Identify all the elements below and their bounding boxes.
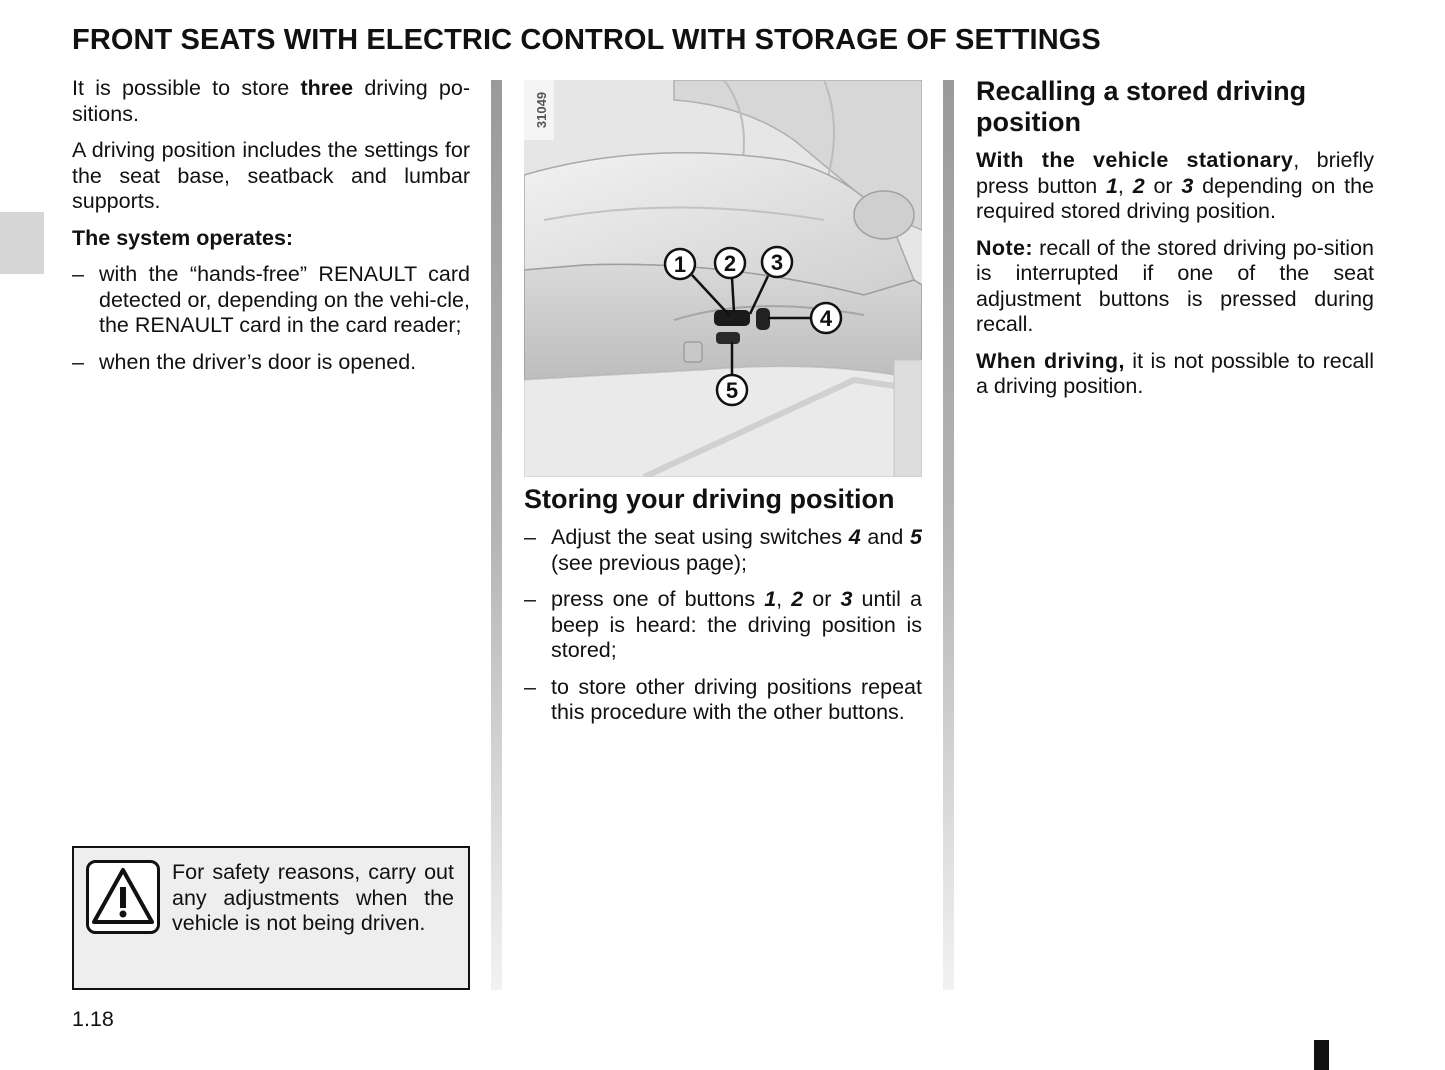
page-number: 1.18: [72, 1007, 114, 1031]
column-left: [72, 76, 470, 386]
column-middle: [524, 484, 922, 737]
operates-list: [72, 262, 470, 375]
list-item: – when the driver’s door is opened.: [72, 350, 470, 376]
list-item: – Adjust the seat using switches 4 and 5 (see previous page);: [524, 525, 922, 576]
settings-paragraph: A driving position includes the settings for the seat base, seatback and lumbar supports.: [72, 138, 470, 213]
svg-text:1: 1: [673, 252, 687, 277]
system-operates-label: The system operates:: [72, 225, 294, 250]
column-divider: [943, 80, 954, 990]
driving-paragraph: When driving, it is not possible to recall a driving position.: [976, 348, 1374, 398]
svg-text:2: 2: [723, 251, 737, 276]
svg-text:3: 3: [770, 250, 784, 275]
callout-5: [717, 375, 747, 405]
warning-text: For safety reasons, carry out any adjustments when the vehicle is not being driven.: [172, 860, 454, 935]
list-item: – to store other driving positions repeat this procedure with the other buttons.: [524, 675, 922, 726]
storing-heading: Storing your driving position: [524, 484, 895, 514]
callout-3: [762, 247, 792, 277]
list-item: – press one of buttons 1, 2 or 3 until a beep is heard: the driving position is stored;: [524, 587, 922, 664]
svg-text:5: 5: [725, 378, 739, 403]
recall-paragraph: With the vehicle stationary, briefly press button 1, 2 or 3 depending on the required stored driving position.: [976, 148, 1374, 223]
list-item: – with the “hands-free” RENAULT card detected or, depending on the vehi-cle, the RENAULT card in the card reader;: [72, 262, 470, 339]
corner-mark: [1314, 1040, 1329, 1070]
note-paragraph: Note: recall of the stored driving po-sition is interrupted if one of the seat adjustment buttons is pressed during recall.: [976, 235, 1374, 336]
warning-triangle-icon: [86, 860, 160, 934]
figure-ref: 31049: [534, 91, 549, 129]
callout-4: [811, 303, 841, 333]
seat-illustration: [524, 80, 922, 477]
callout-2: [715, 248, 745, 278]
intro-bold: three: [300, 76, 354, 100]
seat-drawing: [524, 80, 922, 477]
intro-paragraph: It is possible to store three driving po-sitions.: [72, 76, 471, 126]
svg-text:4: 4: [819, 306, 833, 331]
column-divider: [491, 80, 502, 990]
safety-warning-box: [72, 846, 470, 990]
callout-1: [665, 249, 695, 279]
page-title: FRONT SEATS WITH ELECTRIC CONTROL WITH STORAGE OF SETTINGS: [72, 24, 1101, 56]
side-tab-marker: [0, 212, 44, 274]
recall-heading: Recalling a stored driving position: [976, 76, 1307, 137]
column-right: [976, 76, 1374, 411]
storing-list: [524, 525, 922, 726]
